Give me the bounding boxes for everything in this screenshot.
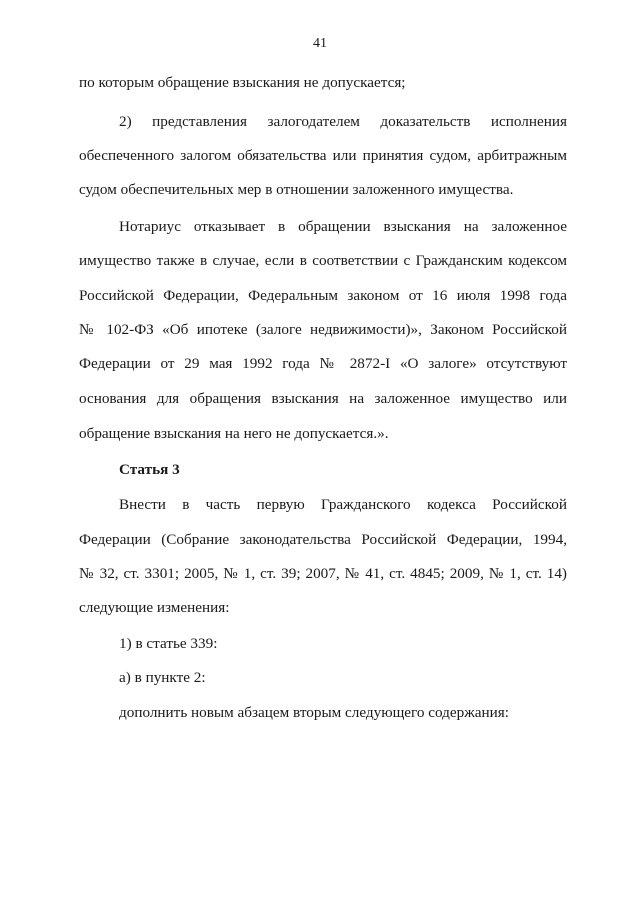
text-line: 2) представления залогодателем доказательств исполнения [119, 113, 567, 130]
text-line: № 102-ФЗ «Об ипотеке (залоге недвижимости)», Законом Российской [79, 321, 567, 338]
text-line: дополнить новым абзацем вторым следующего содержания: [119, 704, 509, 721]
text-line: Федерации (Собрание законодательства Российской Федерации, 1994, [79, 531, 567, 548]
text-line: обращение взыскания на него не допускается.». [79, 425, 389, 442]
text-line: по которым обращение взыскания не допускается; [79, 74, 406, 91]
text-line: следующие изменения: [79, 599, 230, 616]
text-line: имущество также в случае, если в соответствии с Гражданским кодексом [79, 252, 567, 269]
text-line: основания для обращения взыскания на заложенное имущество или [79, 390, 567, 407]
text-line: а) в пункте 2: [119, 669, 206, 686]
text-line: судом обеспечительных мер в отношении заложенного имущества. [79, 181, 514, 198]
text-line: Федерации от 29 мая 1992 года № 2872-I «О залоге» отсутствуют [79, 355, 567, 372]
page-number: 41 [313, 36, 327, 51]
article-heading: Статья 3 [119, 461, 180, 478]
text-line: 1) в статье 339: [119, 635, 218, 652]
text-line: Внести в часть первую Гражданского кодекса Российской [119, 496, 567, 513]
text-line: обеспеченного залогом обязательства или принятия судом, арбитражным [79, 147, 567, 164]
text-line: Российской Федерации, Федеральным законом от 16 июля 1998 года [79, 287, 567, 304]
text-line: № 32, ст. 3301; 2005, № 1, ст. 39; 2007, № 41, ст. 4845; 2009, № 1, ст. 14) [79, 565, 567, 582]
text-line: Нотариус отказывает в обращении взыскания на заложенное [119, 218, 567, 235]
